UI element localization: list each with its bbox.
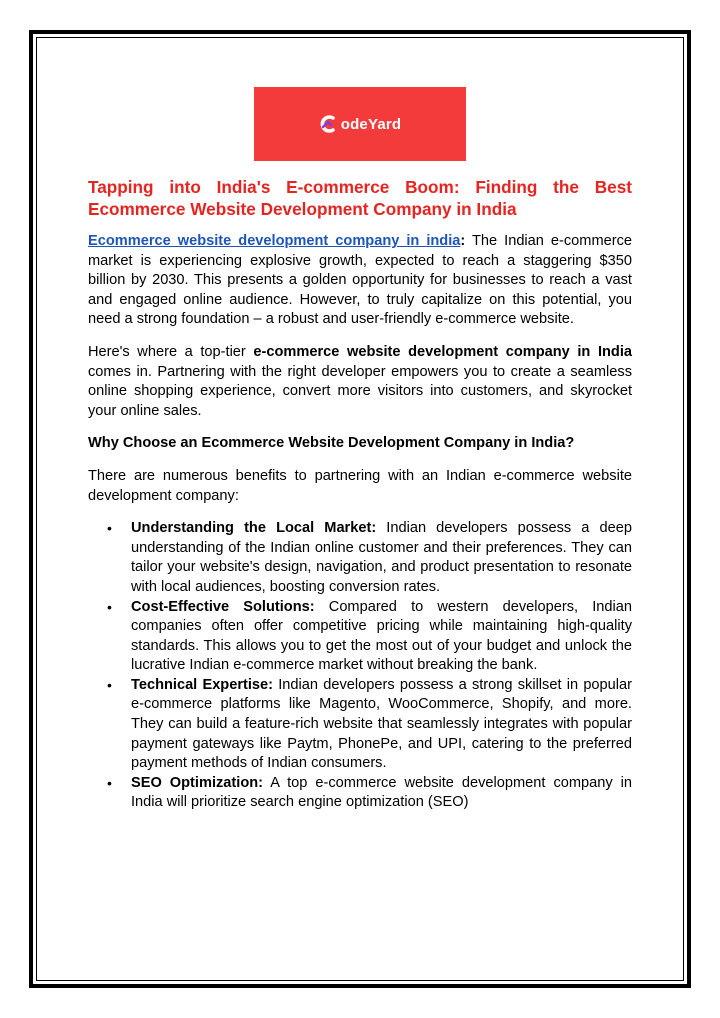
- paragraph-3: There are numerous benefits to partnering with an Indian e-commerce website development company:: [88, 467, 632, 504]
- para2-before: Here's where a top-tier: [88, 343, 254, 360]
- list-item-title: Cost-Effective Solutions:: [131, 598, 315, 615]
- list-item-title: Technical Expertise:: [131, 676, 274, 693]
- bullet-icon: •: [107, 520, 112, 537]
- c-shape-logo-icon: [319, 115, 341, 133]
- intro-paragraph: [88, 232, 632, 330]
- intro-colon: :: [460, 233, 466, 249]
- bullet-icon: •: [107, 676, 112, 693]
- list-item-text: Indian developers possess a deep understanding of the Indian online customer and their preferences. They can tailor your website's design, navigation, and product presentation to resonate with local audiences, boosting conversion rates.: [131, 520, 632, 595]
- article-title: Tapping into India's E-commerce Boom: Finding the Best Ecommerce Website Development Company in India: [88, 177, 632, 219]
- why-choose-heading: Why Choose an Ecommerce Website Development Company in India?: [88, 435, 575, 452]
- list-item-text: Indian developers possess a strong skillset in popular e-commerce platforms like Magento, WooCommerce, Shopify, and more. They can build a feature-rich website that seamlessly integrates with popular payment gateways like Paytm, PhonePe, and UPI, catering to the preferred payment methods of Indian consumers.: [131, 676, 633, 772]
- para2-bold: e-commerce website development company in India: [253, 343, 632, 360]
- list-item: [88, 774, 632, 813]
- benefits-list: [88, 519, 632, 813]
- list-item: [88, 519, 632, 597]
- list-item-text: Compared to western developers, Indian companies often offer competitive pricing while maintaining high-quality standards. This allows you to get the most out of your budget and unlock the lucrative Indian e-commerce market without breaking the bank.: [131, 598, 632, 674]
- list-item-title: Understanding the Local Market:: [131, 520, 377, 537]
- ecommerce-link[interactable]: Ecommerce website development company in india: [88, 233, 461, 249]
- bullet-icon: •: [107, 598, 112, 615]
- list-item-title: SEO Optimization:: [131, 774, 264, 791]
- list-item-text: A top e-commerce website development company in India will prioritize search engine optimization (SEO): [131, 774, 632, 811]
- logo-text: odeYard: [340, 115, 402, 133]
- logo-banner: [254, 87, 466, 161]
- list-item: [88, 598, 632, 676]
- para2-after: comes in. Partnering with the right developer empowers you to create a seamless online shopping experience, convert more visitors into customers, and skyrocket your online sales.: [88, 363, 632, 419]
- intro-text: The Indian e-commerce market is experiencing explosive growth, expected to reach a staggering $350 billion by 2030. This presents a golden opportunity for businesses to reach a vast and engaged online audience. However, to truly capitalize on this potential, you need a strong foundation – a robust and user-friendly e-commerce website.: [88, 233, 633, 328]
- article-content: [88, 176, 632, 813]
- bullet-icon: •: [107, 774, 112, 791]
- codeyard-logo: [319, 115, 402, 133]
- list-item: [88, 676, 632, 774]
- paragraph-2: [88, 343, 632, 421]
